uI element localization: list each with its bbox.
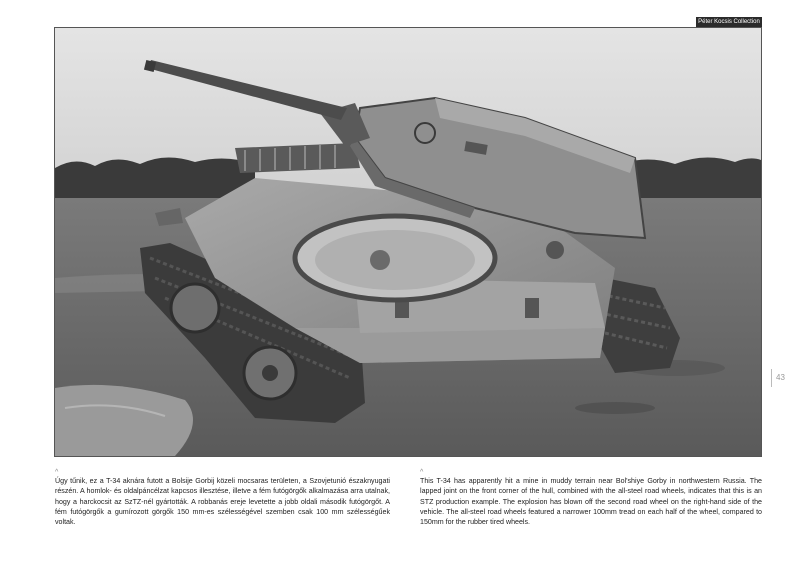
caption-english	[420, 469, 762, 527]
caption-hungarian-text: Úgy tűnik, ez a T-34 aknára futott a Bolsije Gorbij közeli mocsaras területen, a Szovjetunió északnyugati részén. A homlok- és oldalpáncélzat kapcsos illesztése, illetve a fém futógörgők alkalmazása arra utalnak, hogy a harckocsit az SzTZ-nél gyártották. A robbanás ereje levetette a jobb oldali második futógörgőt. A fém futógörgők a gumírozott görgők 150 mm-es szélességével szemben csak 100 mm szélességűek voltak.	[55, 477, 390, 527]
caption-marker: ^	[55, 469, 59, 476]
photo-credit: Péter Kocsis Collection	[696, 17, 762, 27]
caption-hungarian	[55, 469, 390, 527]
caption-english-text: This T-34 has apparently hit a mine in muddy terrain near Bol'shiye Gorby in northwestern Russia. The lapped joint on the front corner of the hull, combined with the all-steel road wheels, indicates that this is an STZ production example. The explosion has blown off the second road wheel on the right-hand side of the vehicle. The all-steel road wheels featured a narrower 100mm tread on each half of the wheel, compared to 150mm for the rubber tired wheels.	[420, 477, 762, 527]
page-number: 43	[771, 369, 785, 387]
caption-marker: ^	[420, 469, 424, 476]
tank-photo	[54, 27, 762, 457]
